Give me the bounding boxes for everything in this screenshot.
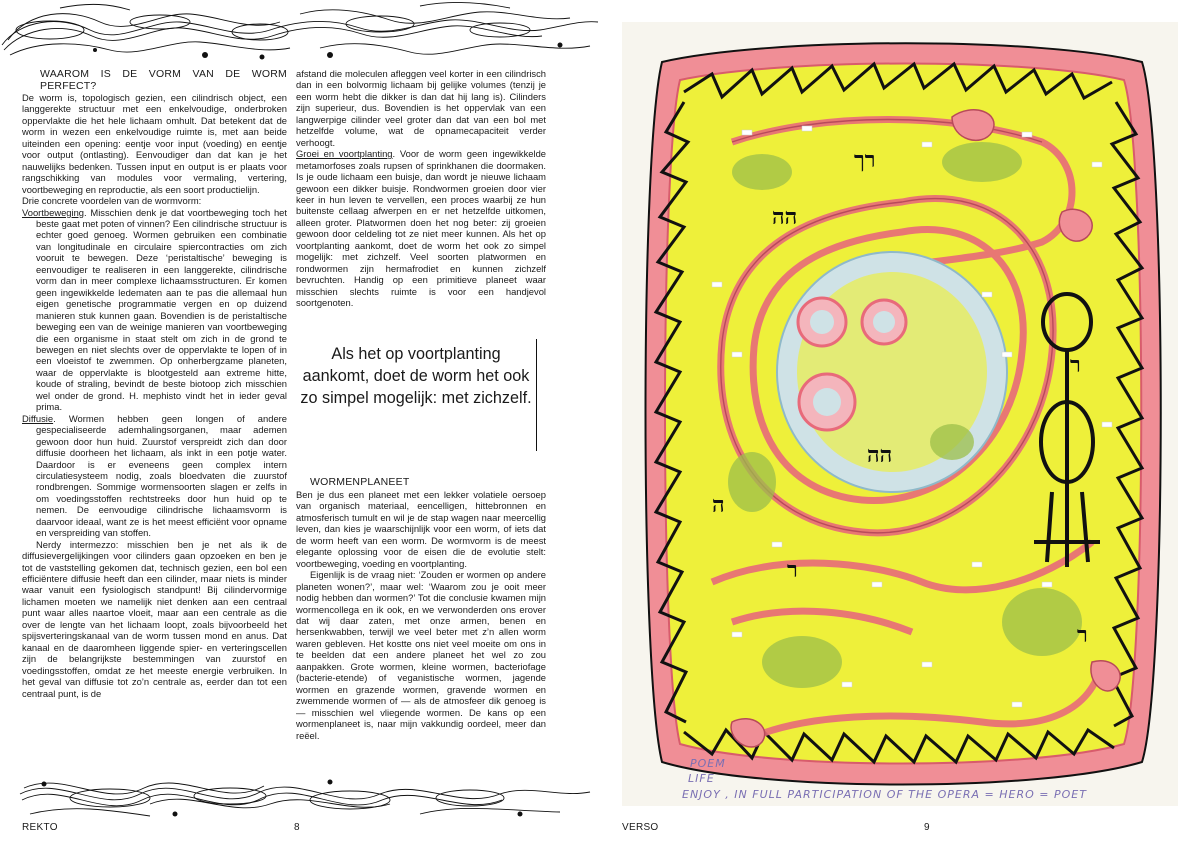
svg-text:הה: הה (867, 442, 893, 468)
svg-text:ר: ר (1077, 622, 1088, 648)
advantages-intro: Drie concrete voordelen van de wormvorm: (22, 195, 202, 207)
worm-drawing-bottom (0, 774, 600, 834)
intro-paragraph: De worm is, topologisch gezien, een cilindrisch object, een langgerekte structuur met een enkelvoudige, onderbroken oppervlakte die het hele lichaam omhult. Dat betekent dat de worm in wezen een enkelvoudige ruimte is, met aan beide uiteinden een opening: eentje voor input (voeding) en eentje voor output (ontlasting). Eenvoudiger dan dat kan je het nauwelijks bedenken. Tussen input en output is er plaats voor rangschikking van modules voor vermaling, vertering, voortbeweging en reproductie, als een soort productielijn. (22, 92, 287, 195)
wormenplaneet-paragraph-1: Ben je dus een planeet met een lekker volatiele oersoep van organisch materiaal, eencelligen, hittebronnen en atmosferisch tumult en wil je de stap wagen naar meercellig leven, dan kies je waarschijnlijk voor een worm, of iets dat de worm heeft van een worm. De wormvorm is de meest elegante oplossing voor de eisen die de evolutie stelt: voortbeweging, voeding en voortplanting. (296, 489, 546, 569)
diffusie-label: Diffusie (22, 412, 54, 424)
artwork-scan (622, 22, 1178, 806)
svg-text:רך: רך (854, 147, 876, 173)
svg-text:ר: ר (787, 557, 798, 583)
diffusie-text: . Wormen hebben geen longen of andere gespecialiseerde ademhalingsorganen, maar ademen gewoon door hun huid. Zuurstof verspreidt zich dan door diffusie doorheen het lichaam, als inkt in een potje water. Daardoor is er eveneens geen complex intern circulatiesysteem nodig, zoals bloedvaten die zuurstof rondbrengen. Sommige wormensoorten slagen er zelfs in om voedingsstoffen rechtstreeks door hun huid op te nemen. De eenvoudige cilindrische lichaamsvorm is daarvoor ideaal, want ze is het meest efficiënt voor opname en verspreiding van stoffen. (36, 412, 287, 539)
voortbeweging-label: Voortbeweging (22, 206, 85, 218)
footer-section-label: REKTO (22, 822, 58, 833)
section-heading-worm-shape: WAAROM IS DE VORM VAN DE WORM PERFECT? (40, 68, 287, 92)
diffusie-block (22, 413, 287, 539)
text-column-2 (296, 68, 546, 309)
worm-planet-painting (622, 22, 1178, 806)
text-column-1 (22, 68, 287, 699)
footer-section-label-right: VERSO (622, 822, 659, 833)
worm-drawing-top (0, 0, 600, 62)
svg-text:ר: ר (1070, 352, 1081, 378)
caption-participation: ENJOY , IN FULL PARTICIPATION OF THE OPERA = HERO = POET (682, 788, 1087, 801)
text-column-2-lower (296, 476, 546, 741)
groei-label: Groei en voortplanting (296, 148, 393, 160)
right-page (600, 0, 1200, 848)
col2-top-paragraph: afstand die moleculen afleggen veel korter in een cilindrisch dan in een bolvormig lichaam bij gelijke volumes (tenzij je een worm hebt die dikker is dan dat hij lang is). Cilinders zijn superieur, dus. Bovendien is het oppervlak van een langwerpige cilinder veel groter dan dat van een bol met hetzelfde volume, wat de opnamecapaciteit verder verhoogt. (296, 68, 546, 148)
svg-text:ה: ה (712, 492, 725, 518)
nerdy-intermezzo: Nerdy intermezzo: misschien ben je net als ik de diffusievergelijkingen voor cilinders gaan opzoeken en ben je tot de vaststelling gekomen dat, technisch gezien, een bol een efficiëntere diffusie heeft dan een cilinder, maar niets is minder waar vanuit een fysiologisch standpunt! Bij cilindervormige lichamen moeten we namelijk niet denken aan een centraal punt waar alles naartoe vloeit, maar aan een centrale as die over de lengte van het lichaam loopt, zoals bijvoorbeeld het spijsverteringskanaal van de worm tussen mond en anus. Dat kanaal en de daaromheen liggende spier- en verteringscellen zijn de belangrijkste bestemmingen van zuurstof en voedingsstoffen, omdat ze het meeste energie verbruiken. In het geval van diffusie tot zo’n centrale as, eerder dan tot een centraal punt, is de (22, 538, 287, 699)
section-heading-wormenplaneet: WORMENPLANEET (310, 476, 410, 488)
pull-quote: Als het op voortplanting aankomt, doet de worm het ook zo simpel mogelijk: met zichzelf. (296, 339, 537, 451)
groei-text: . Voor de worm geen ingewikkelde metamorfoses zoals rupsen of sprinkhanen die doormaken. Is je oude lichaam een buisje, dan wordt je nieuwe lichaam gewoon een dikker buisje. Rondwormen groeien door vier keer in hun leven te vervellen, een proces waarbij ze hun buitenste cellaag afwerpen en er net hetzelfde uitkomen, alleen groter. Platwormen doen het nog beter: zij groeien gewoon door celdeling tot ze niet meer kunnen. Als het op voortplanting aankomt, doet de worm het ook zo simpel mogelijk: met zichzelf. Veel soorten platwormen en rondwormen zijn hermafrodiet en kunnen zichzelf bevruchten. Handig op een primitieve planeet waar misschien slechts ruimte is voor een handjevol soortgenoten. (296, 148, 547, 309)
wormenplaneet-paragraph-2: Eigenlijk is de vraag niet: ‘Zouden er wormen op andere planeten wonen?’, maar wel: ‘Waarom zou je ooit meer nodig hebben dan wormen?’ Tot die conclusie kwamen mijn wormencollega en ik ook, en we verwonderden ons erover dat wij daar zaten, met onze armen, benen en hersenkwabben, terwijl we veel beter met z’n allen worm waren gebleven. Het kostte ons niet veel moeite om ons in te beelden dat een andere planeet het wel zo zou aanpakken. Grote wormen, kleine wormen, bacteriofage (bacterie-etende) of veganistische wormen, jagende wormen en grazende wormen, gravende wormen en zwemmende wormen of — als de atmosfeer dik genoeg is — misschien wel vliegende wormen. De kans op een wormenplaneet is, naar mijn vakkundig oordeel, meer dan reëel. (296, 569, 546, 741)
caption-poem: POEM (690, 757, 726, 770)
caption-life: LIFE (688, 772, 715, 785)
page-number-right: 9 (924, 822, 930, 833)
voortbeweging-block (22, 207, 287, 413)
svg-text:הה: הה (772, 204, 798, 230)
voortbeweging-text: . Misschien denk je dat voortbeweging toch het beste gaat met poten of vinnen? Een cilindrische structuur is echter goed genoeg. Wormen gebruiken een combinatie van longitudinale en circulaire spiercontracties om zich vooruit te bewegen. Deze ‘peristaltische’ beweging is eenvoudiger te realiseren in een langgerekte, cilindrische vorm dan in meer complexe lichaamsstructuren. Er komen geen ingewikkelde ledematen aan te pas die allemaal hun eigen genetische programmatie vergen en op duizend manieren stuk kunnen gaan. Bovendien is de peristaltische beweging een van de weinige manieren van voortbeweging die een organisme in staat stelt om zich in de grond te bewegen en niet slechts over de oppervlakte te lopen of in een vloeistof te zwemmen. Op onherbergzame planeten, waar de oppervlakte is blootgesteld aan extreme hitte, koude of straling, bevindt de beste biotoop zich misschien wel onder de grond. H. mephisto vindt het in ieder geval prima. (36, 206, 287, 413)
page-number: 8 (294, 822, 300, 833)
